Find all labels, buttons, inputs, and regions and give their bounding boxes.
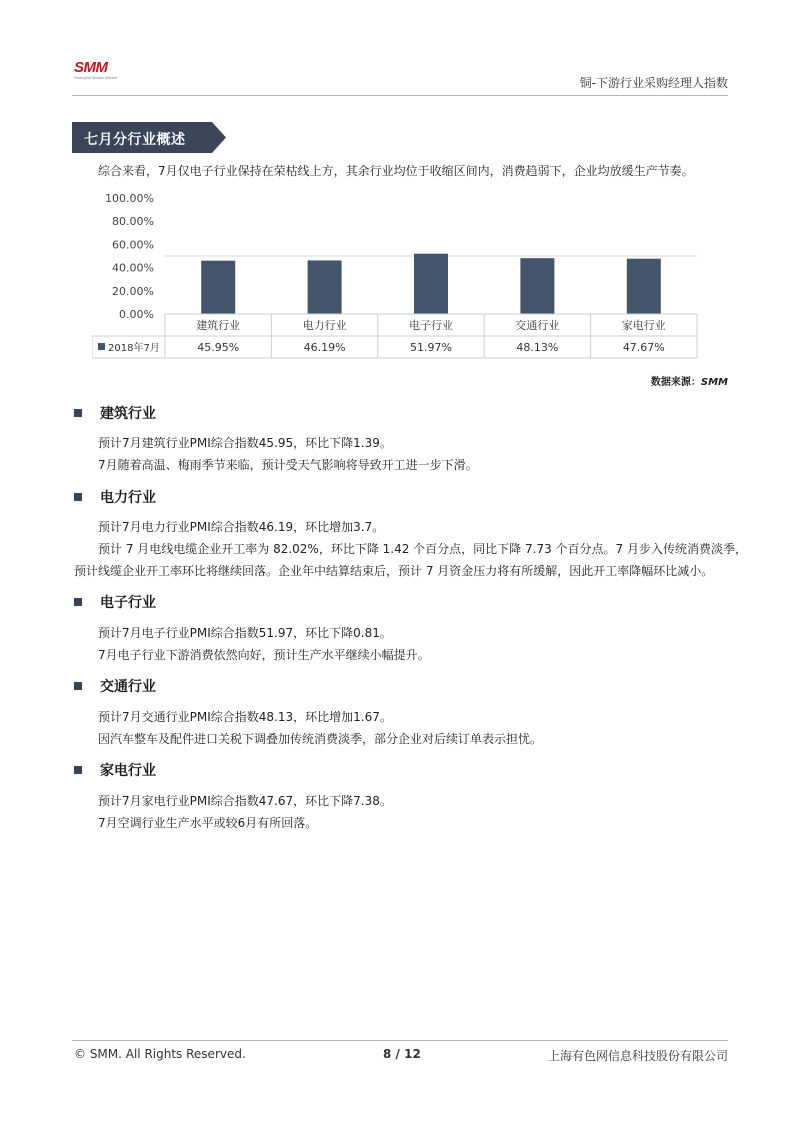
section-line: 预计7月电力行业PMI综合指数46.19，环比增加3.7。 [98,520,385,534]
section-line: 预计7月电子行业PMI综合指数51.97，环比下降0.81。 [98,626,392,640]
bullet-square-icon [74,493,82,501]
section-banner [72,122,226,153]
report-title: 铜-下游行业采购经理人指数 [579,76,728,90]
section-line: 预计7月建筑行业PMI综合指数45.95，环比下降1.39。 [98,436,392,450]
y-tick-label: 80.00% [112,215,154,229]
y-tick-label: 0.00% [119,308,154,321]
section-line: 预计7月家电行业PMI综合指数47.67，环比下降7.38。 [98,794,392,808]
legend-series-name: 2018年7月 [108,343,160,354]
category-label: 家电行业 [621,319,666,332]
category-label: 电子行业 [409,319,453,332]
bar [414,254,448,314]
category-label: 电力行业 [302,319,347,332]
section-line: 7月电子行业下游消费依然向好，预计生产水平继续小幅提升。 [98,648,430,662]
source-name: SMM [700,377,728,388]
company-name: 上海有色网信息科技股份有限公司 [547,1049,728,1063]
y-tick-label: 40.00% [112,261,154,275]
data-label: 45.95% [197,341,240,354]
pmi-bar-chart [92,190,702,365]
section-line: 7月空调行业生产水平或较6月有所回落。 [98,816,318,830]
data-label: 47.67% [622,341,665,354]
category-label: 建筑行业 [196,319,241,332]
bullet-square-icon [74,766,82,774]
bar [308,260,342,314]
chart-svg [92,190,702,365]
section-heading-power [74,487,156,507]
section-line: 因汽车整车及配件进口关税下调叠加传统消费淡季，部分企业对后续订单表示担忧。 [98,732,543,746]
bullet-square-icon [74,598,82,606]
section-title: 建筑行业 [100,406,156,422]
section-line: 预计7月交通行业PMI综合指数48.13，环比增加1.67。 [98,710,392,724]
footer-divider [72,1040,728,1041]
section-line: 预计 7 月电线电缆企业开工率为 82.02%，环比下降 1.42 个百分点，同比下降 7.73 个百分点。7 月步入传统消费淡季， [98,542,747,556]
section-title: 电力行业 [100,490,156,506]
section-line: 7月随着高温、梅雨季节来临，预计受天气影响将导致开工进一步下滑。 [98,458,478,472]
section-title: 家电行业 [100,763,156,779]
y-tick-label: 100.00% [105,192,154,205]
legend-swatch [98,343,105,350]
source-label: 数据来源： [650,377,701,388]
intro-paragraph: 综合来看，7月仅电子行业保持在荣枯线上方，其余行业均位于收缩区间内，消费趋弱下，企业均放缓生产节奏。 [98,164,694,178]
page-number: 8 / 12 [383,1047,421,1061]
section-heading-electronics [74,592,156,612]
logo-subtext: Shanghai Metals Market [74,75,118,80]
smm-logo [74,61,134,83]
bullet-square-icon [74,409,82,417]
bullet-square-icon [74,682,82,690]
section-line: 预计线缆企业开工率环比将继续回落。企业年中结算结束后，预计 7 月资金压力将有所缓解，因此开工率降幅环比减小。 [74,564,714,578]
section-title: 交通行业 [100,679,156,695]
bar [627,259,661,314]
data-source [651,373,728,388]
bar [201,261,235,314]
header-divider [72,95,728,96]
data-label: 48.13% [516,341,559,354]
copyright: © SMM. All Rights Reserved. [74,1047,246,1061]
section-title: 电子行业 [100,595,156,611]
banner-title: 七月分行业概述 [84,132,186,148]
data-label: 51.97% [410,341,452,354]
section-heading-transport [74,676,156,696]
y-tick-label: 60.00% [112,238,154,252]
bar [520,258,554,314]
section-heading-appliances [74,760,156,780]
category-label: 交通行业 [515,319,560,332]
y-tick-label: 20.00% [112,284,154,298]
data-label: 46.19% [303,341,346,354]
logo-text: SMM [74,59,108,76]
section-heading-construction [74,403,156,423]
